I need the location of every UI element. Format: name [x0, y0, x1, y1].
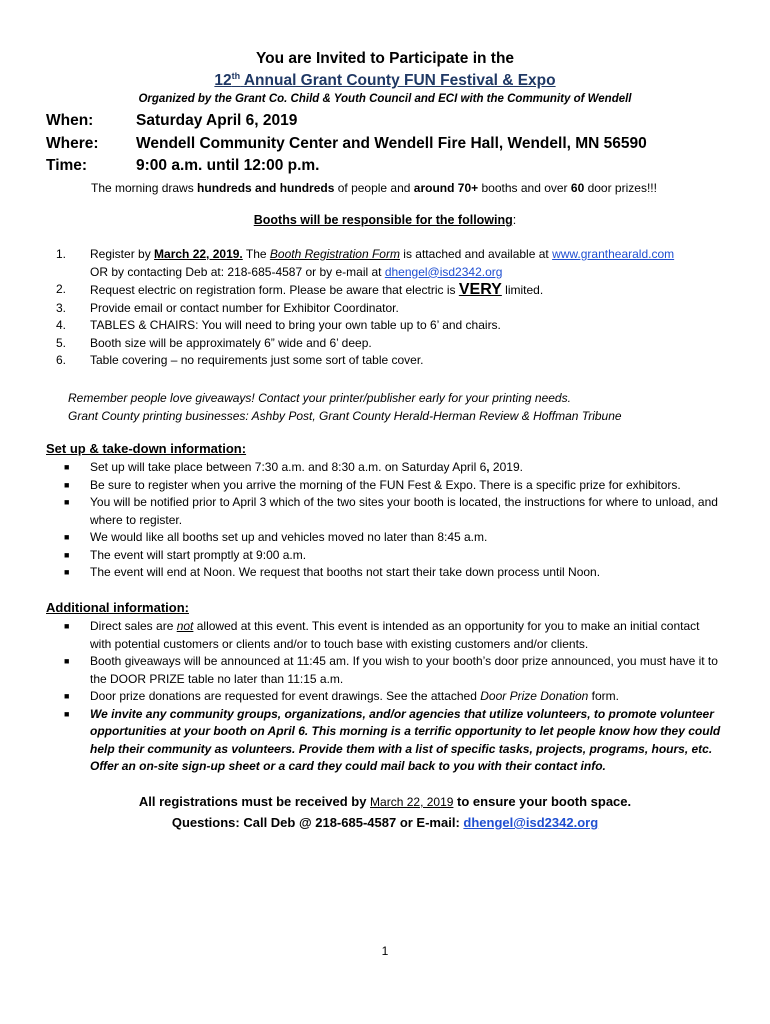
deadline-text-2: to ensure your booth space.	[453, 794, 632, 809]
list-item	[64, 653, 724, 688]
bullet-icon: ■	[64, 497, 70, 507]
bullet-icon: ■	[64, 656, 70, 666]
event-title	[0, 71, 770, 90]
bullet-icon: ■	[64, 567, 70, 577]
list-item	[64, 688, 724, 706]
questions-text: Questions: Call Deb @ 218-685-4587 or E-mail:	[171, 815, 464, 830]
email-link[interactable]: dhengel@isd2342.org	[384, 264, 503, 279]
donation-text-2: form.	[588, 689, 619, 703]
draws-text-2: of people and	[334, 181, 414, 195]
list-item-text: We would like all booths set up and vehicles moved no later than 8:45 a.m.	[90, 530, 488, 544]
printing-businesses: Grant County printing businesses: Ashby Post, Grant County Herald-Herman Review & Hoffman Tribune	[68, 408, 622, 423]
list-item	[56, 281, 736, 300]
event-title-number: 12	[214, 72, 232, 90]
list-item	[56, 335, 736, 353]
list-item	[64, 547, 724, 565]
deadline-text-1: All registrations must be received by	[138, 794, 371, 809]
additional-info-list	[64, 618, 724, 776]
list-item	[64, 459, 724, 477]
setup-text-1c: 2019.	[489, 460, 523, 474]
list-item-text: The event will start promptly at 9:00 a.m.	[90, 547, 307, 562]
list-number: 4.	[56, 318, 67, 332]
registration-form-name: Booth Registration Form	[269, 247, 400, 261]
draws-text-1: The morning draws	[91, 181, 198, 195]
event-title-name: Annual Grant County FUN Festival & Expo	[240, 72, 556, 90]
list-number: 2.	[56, 282, 67, 296]
bullet-icon: ■	[64, 479, 70, 490]
list-item-text: We invite any community groups, organizations, and/or agencies that utilize volunteers, to promote volunteer opportunities at your booth on April 6. This morning is a terrific opportunity to let people know how they could help their community as volunteers. Provide them with a list of specific tasks, projects, programs, hours, etc. Offer an on-site sign-up sheet or a card they could mail back to you with their contact info.	[90, 706, 721, 773]
list-item	[56, 352, 736, 370]
setup-list	[64, 459, 724, 582]
bullet-icon: ■	[64, 691, 70, 701]
list-item	[56, 300, 736, 318]
list-item-text	[90, 459, 724, 477]
electric-text-2: limited.	[501, 283, 544, 297]
bullet-icon: ■	[64, 532, 70, 542]
booths-heading	[0, 213, 770, 227]
draws-bold-1: hundreds and hundreds	[197, 181, 335, 195]
where-row	[46, 135, 647, 153]
list-item	[64, 618, 724, 653]
bullet-icon: ■	[64, 549, 70, 560]
donation-form-name: Door Prize Donation	[480, 689, 589, 703]
time-row	[46, 157, 319, 175]
list-item	[64, 529, 724, 547]
very-emphasis: VERY	[458, 281, 502, 298]
list-item-text: Booth giveaways will be announced at 11:45 am. If you wish to your booth’s door prize announced, you must have it to the DOOR PRIZE table no later than 11:15 a.m.	[90, 654, 718, 686]
list-number: 5.	[56, 335, 67, 350]
where-value: Wendell Community Center and Wendell Fire Hall, Wendell, MN 56590	[136, 135, 647, 152]
list-item	[64, 494, 724, 529]
website-link[interactable]: www.granthearald.com	[552, 247, 675, 261]
list-number: 6.	[56, 353, 67, 367]
additional-info-heading: Additional information:	[46, 600, 189, 615]
list-item	[56, 246, 736, 281]
giveaway-reminder	[68, 390, 622, 425]
list-item	[64, 706, 724, 776]
register-deadline: March 22, 2019.	[154, 247, 243, 261]
registration-deadline-note	[0, 794, 770, 809]
when-row	[46, 112, 297, 130]
setup-text-1b: ,	[486, 460, 490, 474]
list-item-text: You will be notified prior to April 3 which of the two sites your booth is located, the instructions for where to unload, and where to register.	[90, 495, 718, 527]
time-label: Time:	[46, 157, 88, 174]
list-item	[56, 317, 736, 335]
booths-heading-text: Booths will be responsible for the following	[253, 213, 513, 227]
list-item	[64, 477, 724, 495]
sales-text-2: allowed at this event. This event is intended as an opportunity for you to make an initial contact with potential customers or clients and/or to touch base with existing customers and/or clients.	[90, 619, 700, 651]
register-text-2: The	[242, 247, 270, 261]
list-item-text	[90, 688, 724, 706]
invitation-title: You are Invited to Participate in the	[255, 50, 515, 67]
draws-bold-3: 60	[570, 181, 585, 195]
contact-email-link[interactable]: dhengel@isd2342.org	[463, 815, 599, 830]
attendance-summary	[91, 181, 657, 195]
when-label: When:	[46, 112, 94, 129]
time-value: 9:00 a.m. until 12:00 p.m.	[136, 157, 320, 174]
list-item-text: Table covering – no requirements just some sort of table cover.	[90, 353, 424, 367]
page-number: 1	[381, 944, 389, 958]
questions-contact	[0, 815, 770, 830]
list-item-text: TABLES & CHAIRS: You will need to bring your own table up to 6’ and chairs.	[90, 318, 501, 332]
list-item-text: Booth size will be approximately 6” wide and 6’ deep.	[90, 335, 372, 350]
list-item-text: The event will end at Noon. We request that booths not start their take down process until Noon.	[90, 565, 601, 579]
list-item	[64, 564, 724, 582]
register-text-3: is attached and available at	[399, 247, 553, 261]
event-title-ordinal: th	[231, 71, 241, 81]
list-item-text: Provide email or contact number for Exhibitor Coordinator.	[90, 300, 399, 315]
list-item-text	[90, 281, 736, 300]
not-emphasis: not	[176, 619, 194, 633]
list-number: 1.	[56, 247, 67, 261]
donation-text-1: Door prize donations are requested for event drawings. See the attached	[90, 689, 481, 703]
list-item-text	[90, 618, 724, 653]
register-text: Register by	[90, 247, 155, 261]
draws-text-4: door prizes!!!	[584, 181, 657, 195]
draws-text-3: booths and over	[478, 181, 571, 195]
draws-bold-2: around 70+	[413, 181, 479, 195]
bullet-icon: ■	[64, 621, 70, 631]
list-item-text	[90, 246, 736, 281]
list-number: 3.	[56, 300, 67, 315]
where-label: Where:	[46, 135, 99, 152]
when-value: Saturday April 6, 2019	[136, 112, 298, 129]
booth-requirements-list	[56, 246, 736, 370]
contact-text: OR by contacting Deb at: 218-685-4587 or by e-mail at	[90, 264, 385, 279]
deadline-date: March 22, 2019	[370, 795, 454, 809]
setup-heading: Set up & take-down information:	[46, 441, 247, 456]
setup-text-1a: Set up will take place between 7:30 a.m. and 8:30 a.m. on Saturday April 6	[90, 460, 487, 474]
sales-text-1: Direct sales are	[90, 619, 177, 633]
reminder-line-1: Remember people love giveaways! Contact your printer/publisher early for your printing needs.	[68, 391, 571, 405]
booths-heading-colon: :	[512, 213, 517, 227]
list-item-text: Be sure to register when you arrive the morning of the FUN Fest & Expo. There is a specific prize for exhibitors.	[90, 477, 681, 492]
bullet-icon: ■	[64, 462, 70, 472]
bullet-icon: ■	[64, 708, 70, 719]
electric-text: Request electric on registration form. Please be aware that electric is	[90, 283, 459, 297]
organizer-line: Organized by the Grant Co. Child & Youth Council and ECI with the Community of Wendell	[138, 93, 632, 105]
